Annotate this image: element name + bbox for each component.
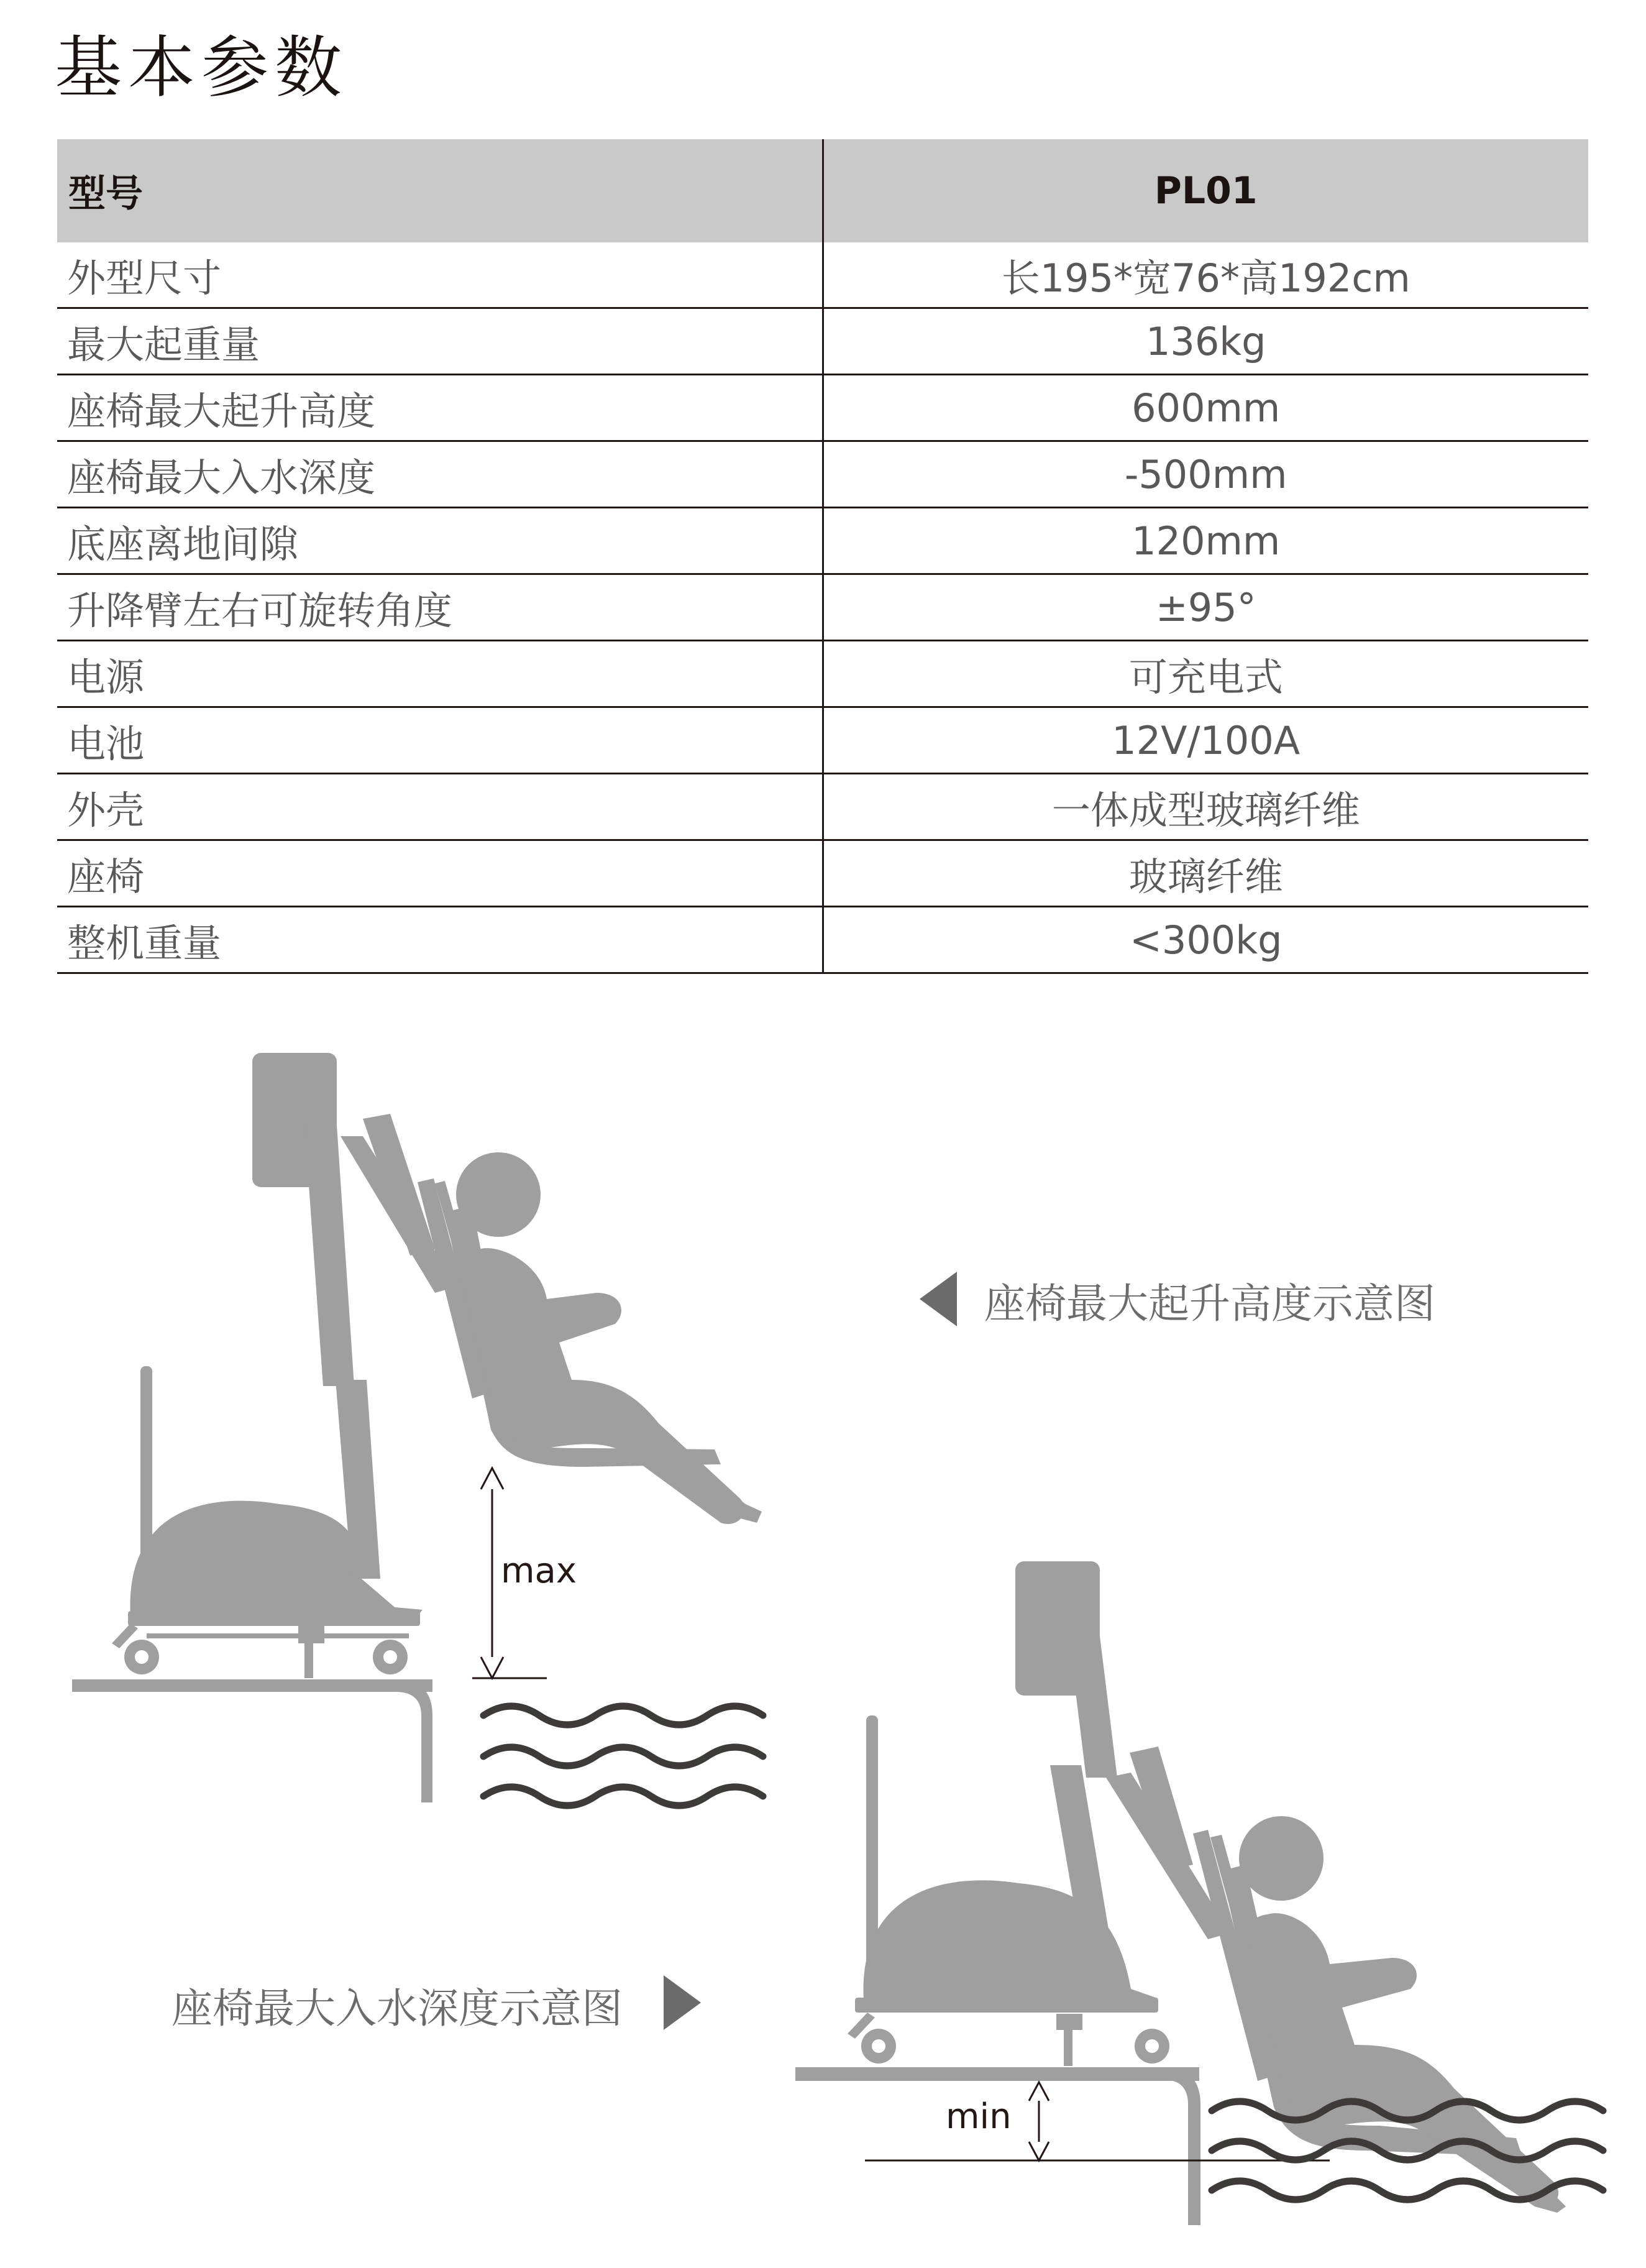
- table-row: [57, 707, 1588, 774]
- min-depth-illustration: [795, 1561, 1603, 2225]
- page-title: 基本参数: [55, 29, 349, 107]
- max-height-caption: 座椅最大起升高度示意图: [984, 1280, 1435, 1328]
- table-header-row: [57, 139, 1588, 242]
- table-row: [57, 375, 1588, 441]
- header-model-label: 型号: [57, 139, 823, 242]
- row-value: 600mm: [823, 375, 1588, 441]
- table-row: [57, 308, 1588, 375]
- row-label: 外型尺寸: [57, 242, 823, 308]
- table-row: [57, 574, 1588, 641]
- row-label: 底座离地间隙: [57, 508, 823, 574]
- row-label: 电源: [57, 641, 823, 707]
- table-row: [57, 508, 1588, 574]
- row-value: 136kg: [823, 308, 1588, 375]
- spec-table: [57, 139, 1588, 974]
- row-value: 一体成型玻璃纤维: [823, 774, 1588, 840]
- row-label: 最大起重量: [57, 308, 823, 375]
- row-value: 长195*宽76*高192cm: [823, 242, 1588, 308]
- row-label: 座椅: [57, 840, 823, 907]
- table-row: [57, 840, 1588, 907]
- table-row: [57, 774, 1588, 840]
- row-label: 座椅最大起升高度: [57, 375, 823, 441]
- row-label: 座椅最大入水深度: [57, 441, 823, 508]
- max-lift-illustration: [72, 1053, 763, 1806]
- lift-diagram: [0, 970, 1646, 2268]
- row-value: 可充电式: [823, 641, 1588, 707]
- table-row: [57, 242, 1588, 308]
- max-label: max: [501, 1551, 577, 1591]
- row-value: 120mm: [823, 508, 1588, 574]
- table-row: [57, 641, 1588, 707]
- min-label: min: [946, 2096, 1012, 2137]
- row-label: 外壳: [57, 774, 823, 840]
- row-value: <300kg: [823, 907, 1588, 973]
- row-label: 整机重量: [57, 907, 823, 973]
- row-value: 玻璃纤维: [823, 840, 1588, 907]
- min-depth-caption: 座椅最大入水深度示意图: [171, 1985, 623, 2032]
- row-label: 升降臂左右可旋转角度: [57, 574, 823, 641]
- row-value: ±95°: [823, 574, 1588, 641]
- header-model-value: PL01: [823, 139, 1588, 242]
- table-row: [57, 441, 1588, 508]
- left-triangle-arrow-icon: [920, 1272, 957, 1326]
- row-label: 电池: [57, 707, 823, 774]
- row-value: -500mm: [823, 441, 1588, 508]
- row-value: 12V/100A: [823, 707, 1588, 774]
- right-triangle-arrow-icon: [664, 1975, 701, 2030]
- table-row: [57, 907, 1588, 973]
